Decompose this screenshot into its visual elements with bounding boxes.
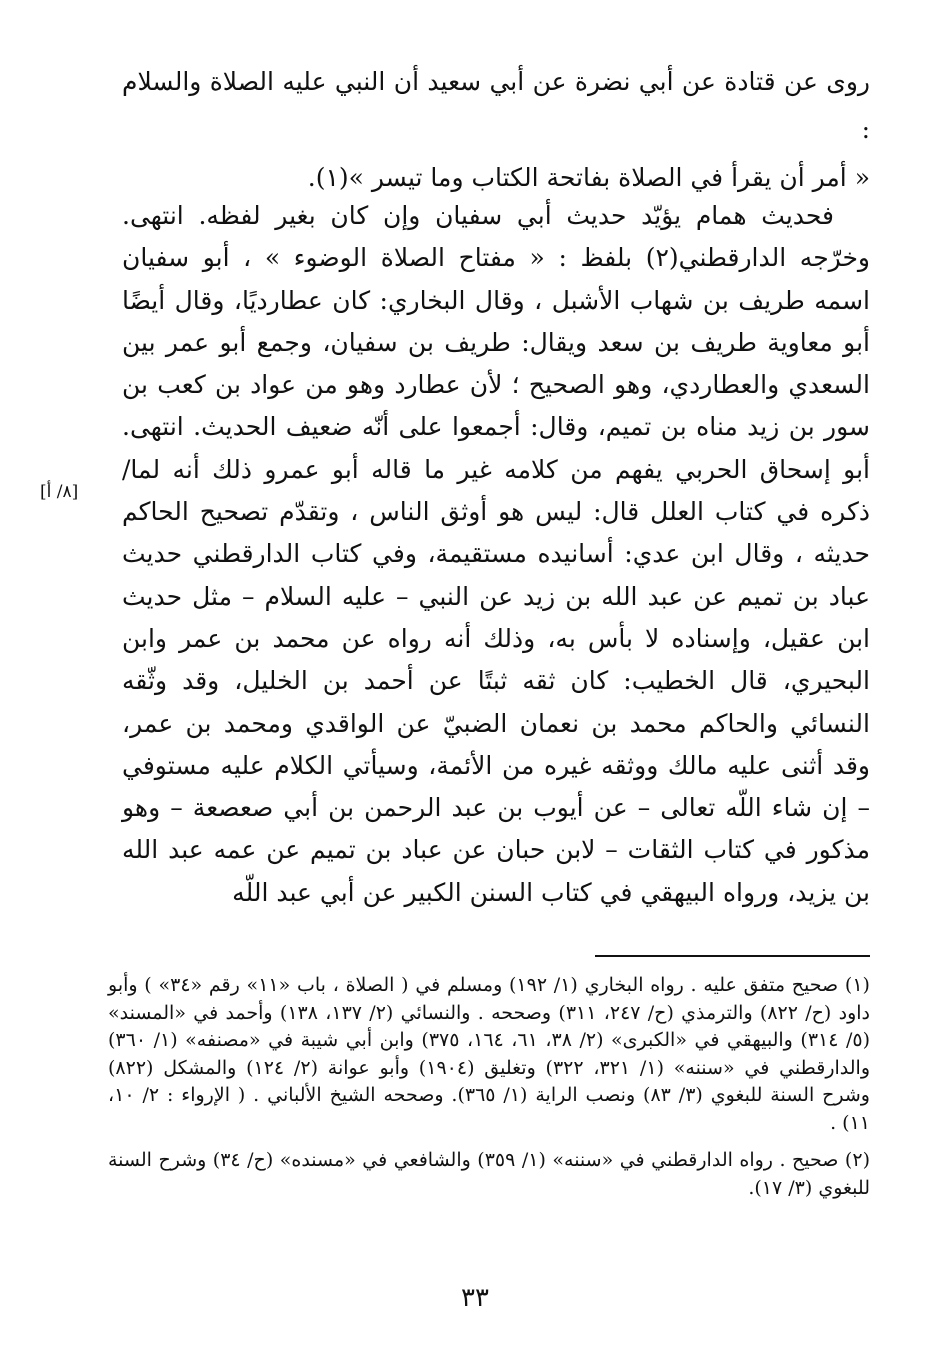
- footnote-1: (١) صحيح متفق عليه . رواه البخاري (١/ ١٩٢) ومسلم في ( الصلاة ، باب «١١» رقم «٣٤» ) وأبو داود (ح/ ٨٢٢) والترمذي (ح/ ٢٤٧، ٣١١) وصححه . والنسائي (٢/ ١٣٧، ١٣٨) وأحمد في «المسند» (٥/ ٣١٤) والبيهقي في «الكبرى» (٢/ ٣٨، ٦١، ١٦٤، ٣٧٥) وابن أبي شيبة في «مصنفه» (١/ ٣٦٠) والدارقطني في «سننه» (١/ ٣٢١، ٣٢٢) وتغليق (١٩٠٤) وأبو عوانة (٢/ ١٢٤) والمشكل (٨٢٢) وشرح السنة للبغوي (٣/ ٨٣) ونصب الراية (١/ ٣٦٥). وصححه الشيخ الألباني . ( الإرواء : ٢/ ١٠، ١١) .: [108, 974, 871, 1134]
- intro-paragraph: [122, 58, 870, 202]
- footnotes: [108, 972, 870, 1212]
- main-paragraph: فحديث همام يؤيّد حديث أبي سفيان وإن كان بغير لفظه. انتهى. وخرّجه الدارقطني(٢) بلفظ : « مفتاح الصلاة الوضوء » ، أبو سفيان اسمه طريف بن شهاب الأشبل ، وقال البخاري: كان عطارديًا، وقال أيضًا أبو معاوية طريف بن سعد ويقال: طريف بن سفيان، وجمع أبو عمر بين السعدي والعطاردي، وهو الصحيح ؛ لأن عطارد وهو من عواد بن كعب بن سور بن زيد مناه بن تميم، وقال: أجمعوا على أنّه ضعيف الحديث. انتهى. أبو إسحاق الحربي يفهم من كلامه غير ما قاله أبو عمرو ذلك أنه لما/ ذكره في كتاب العلل قال: ليس هو أوثق الناس ، وتقدّم تصحيح الحاكم حديثه ، وقال ابن عدي: أسانيده مستقيمة، وفي كتاب الدارقطني حديث عباد بن تميم عن عبد الله بن زيد عن النبي – عليه السلام – مثل حديث ابن عقيل، وإسناده لا بأس به، وذلك أنه رواه عن محمد بن عمر وابن البحيري، قال الخطيب: كان ثقه ثبتًا عن أحمد بن الخليل، وقد وثّقه النسائي والحاكم محمد بن نعمان الضبيّ عن الواقدي ومحمد بن عمر، وقد أثنى عليه مالك ووثقه غيره من الأئمة، وسيأتي الكلام عليه مستوفي – إن شاء اللّه تعالى – عن أيوب بن عبد الرحمن بن أبي صعصعة – وهو مذكور في كتاب الثقات – لابن حبان عن عباد بن تميم عن عمه عبد الله بن يزيد، ورواه البيهقي في كتاب السنن الكبير عن أبي عبد اللّه: [122, 201, 870, 907]
- manuscript-folio-marker: [٨/ أ]: [40, 482, 79, 502]
- page-number: ٣٣: [461, 1283, 489, 1313]
- main-body: [122, 195, 870, 914]
- footnote-separator: [595, 955, 870, 957]
- intro-line-1: روى عن قتادة عن أبي نضرة عن أبي سعيد أن النبي عليه الصلاة والسلام :: [122, 67, 870, 144]
- intro-line-2: « أمر أن يقرأ في الصلاة بفاتحة الكتاب وما تيسر »(١).: [307, 163, 870, 192]
- footnote-2: (٢) صحيح . رواه الدارقطني في «سننه» (١/ ٣٥٩) والشافعي في «مسنده» (ح/ ٣٤) وشرح السنة للبغوي (٣/ ١٧).: [108, 1149, 870, 1199]
